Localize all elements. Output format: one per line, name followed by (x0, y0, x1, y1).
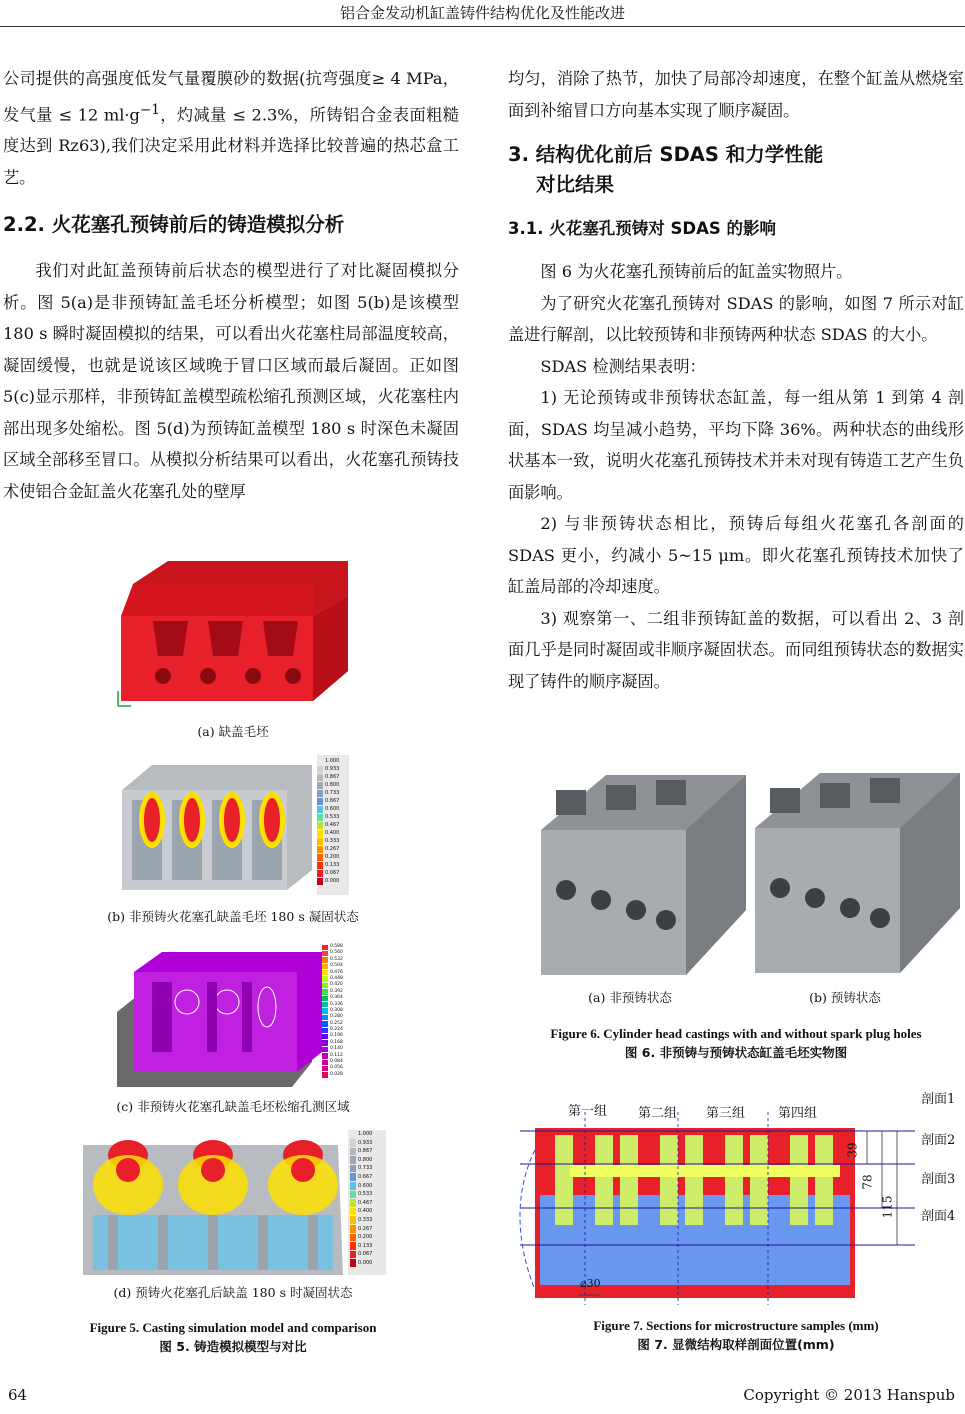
legend-value: 0.084 (330, 1059, 343, 1065)
fig7-dim-115: 115 (880, 1195, 895, 1219)
legend-swatch (322, 989, 328, 994)
fig7-group-3: 第三组 (706, 1106, 746, 1121)
legend-entry (317, 821, 349, 829)
legend-entry (350, 1130, 386, 1139)
legend-value: 0.067 (358, 1251, 373, 1258)
right-paragraph-2: 图 6 为火花塞孔预铸前后的缸盖实物照片。 (540, 262, 853, 281)
legend-swatch (322, 970, 328, 975)
legend-swatch (322, 951, 328, 956)
figure-5-caption-zh: 图 5. 铸造模拟模型与对比 (159, 1339, 307, 1354)
fig5b-legend (317, 757, 349, 885)
fig6b-caption: (b) 预铸状态 (809, 990, 881, 1005)
legend-swatch (317, 822, 323, 829)
fig5d-caption: (d) 预铸火花塞孔后缺盖 180 s 时凝固状态 (113, 1285, 353, 1300)
legend-value: 0.667 (325, 798, 340, 804)
legend-entry (350, 1147, 386, 1156)
fig7-section-2: 剖面2 (921, 1133, 956, 1148)
fig7-group-labels (510, 1100, 965, 1120)
legend-value: 0.056 (330, 1065, 343, 1071)
fig5a-image (113, 556, 353, 716)
legend-value: 0.000 (358, 1259, 373, 1266)
legend-value: 0.667 (358, 1173, 373, 1180)
legend-entry (350, 1173, 386, 1182)
left-paragraph-1: 公司提供的高强度低发气量覆膜砂的数据(抗弯强度≥ 4 MPa，发气量 ≤ 12 $ml\cdot g^{-1}$，灼减量 ≤ 2.3%，所铸铝合金表面粗糙度达到 Rz63),我们决定采用此材料并选择比较普遍的热芯盒工艺。 (3, 69, 459, 187)
legend-swatch (350, 1216, 356, 1224)
fig6a-caption: (a) 非预铸状态 (588, 990, 672, 1005)
legend-swatch (317, 774, 323, 781)
legend-swatch (317, 862, 323, 869)
legend-swatch (317, 854, 323, 861)
fig5a-caption: (a) 缺盖毛坯 (197, 724, 269, 739)
fig7-group-1: 第一组 (568, 1104, 608, 1119)
section-3-heading: 3. 结构优化前后 SDAS 和力学性能 (508, 143, 824, 166)
legend-value: 0.392 (330, 988, 343, 994)
fig7-section-labels (915, 1085, 965, 1265)
legend-value: 0.308 (330, 1007, 343, 1013)
legend-value: 0.267 (325, 846, 340, 852)
legend-entry (350, 1190, 386, 1199)
legend-entry (322, 1072, 352, 1078)
page-number: 64 (8, 1386, 28, 1404)
legend-swatch (317, 846, 323, 853)
legend-value: 0.448 (330, 975, 343, 981)
legend-swatch (350, 1173, 356, 1181)
legend-value: 0.067 (325, 870, 340, 876)
legend-value: 0.933 (358, 1139, 373, 1146)
legend-value: 0.533 (358, 1191, 373, 1198)
fig7-dim-78: 78 (860, 1174, 875, 1190)
fig6b-photo (750, 768, 965, 980)
legend-value: 0.333 (358, 1216, 373, 1223)
legend-swatch (350, 1259, 356, 1267)
legend-value: 0.280 (330, 1014, 343, 1020)
legend-swatch (322, 1034, 328, 1039)
legend-value: 0.333 (325, 838, 340, 844)
legend-entry (350, 1199, 386, 1208)
figure-5-caption-en: Figure 5. Casting simulation model and comparison (89, 1320, 377, 1335)
left-paragraph-2: 我们对此缸盖预铸前后状态的模型进行了对比凝固模拟分析。图 5(a)是非预铸缸盖毛坯分析模型；如图 5(b)是该模型 180 s 瞬时凝固模拟的结果，可以看出火花塞柱局部温度较高，凝固缓慢，也就是说该区域晚于冒口区域而最后凝固。正如图 5(c)显示那样，非预铸缸盖模型疏松缩孔预测区域，火花塞柱内部出现多处缩松。图 5(d)为预铸缸盖模型 180 s 时深色未凝固区域全部移至冒口。从模拟分析结果可以看出，火花塞孔预铸技术使铝合金缸盖火花塞孔处的壁厚 (3, 261, 459, 501)
legend-entry (350, 1250, 386, 1259)
legend-value: 0.476 (330, 969, 343, 975)
legend-swatch (317, 758, 323, 765)
legend-value: 1.000 (358, 1131, 373, 1137)
legend-entry (350, 1182, 386, 1191)
legend-swatch (350, 1156, 356, 1164)
right-paragraph-3: 为了研究火花塞孔预铸对 SDAS 的影响，如图 7 所示对缸盖进行解剖，以比较预铸和非预铸两种状态 SDAS 的大小。 (508, 293, 964, 344)
legend-value: 0.267 (358, 1225, 373, 1232)
left-column (3, 63, 459, 507)
legend-swatch (317, 870, 323, 877)
section-2-2-heading: 2.2. 火花塞孔预铸前后的铸造模拟分析 (3, 213, 345, 237)
legend-swatch (350, 1225, 356, 1233)
legend-swatch (350, 1199, 356, 1207)
legend-swatch (322, 1072, 328, 1077)
legend-entry (350, 1156, 386, 1165)
legend-entry (350, 1216, 386, 1225)
legend-entry (317, 789, 349, 797)
legend-swatch (322, 1002, 328, 1007)
legend-value: 0.200 (358, 1234, 373, 1241)
fig5d-legend (350, 1130, 386, 1268)
legend-entry (317, 805, 349, 813)
legend-value: 1.000 (325, 758, 340, 764)
legend-swatch (322, 1028, 328, 1033)
legend-value: 0.800 (325, 782, 340, 788)
legend-value: 0.733 (325, 790, 340, 796)
legend-value: 0.364 (330, 995, 343, 1001)
section-3-heading-cont: 对比结果 (536, 173, 615, 196)
legend-swatch (350, 1234, 356, 1242)
legend-swatch (322, 1040, 328, 1045)
legend-swatch (322, 964, 328, 969)
fig7-diameter-label: ⌀30 (580, 1277, 601, 1290)
legend-value: 0.867 (358, 1148, 373, 1155)
section-3-1-heading: 3.1. 火花塞孔预铸对 SDAS 的影响 (508, 219, 776, 238)
legend-swatch (322, 1015, 328, 1020)
legend-swatch (322, 983, 328, 988)
legend-entry (317, 877, 349, 885)
legend-swatch (317, 782, 323, 789)
legend-swatch (350, 1165, 356, 1173)
legend-entry (317, 765, 349, 773)
fig7-dim-39: 39 (845, 1142, 860, 1158)
legend-entry (317, 773, 349, 781)
legend-swatch (317, 814, 323, 821)
legend-value: 0.733 (358, 1165, 373, 1172)
legend-entry (350, 1164, 386, 1173)
legend-swatch (322, 1021, 328, 1026)
figure-6-caption-zh: 图 6. 非预铸与预铸状态缸盖毛坯实物图 (624, 1045, 848, 1060)
fig5b-caption: (b) 非预铸火花塞孔缺盖毛坯 180 s 凝固状态 (107, 909, 359, 924)
legend-swatch (317, 806, 323, 813)
legend-swatch (317, 790, 323, 797)
fig5c-image (112, 942, 352, 1092)
legend-value: 0.200 (325, 854, 340, 860)
legend-value: 0.400 (325, 830, 340, 836)
legend-value: 0.600 (358, 1182, 373, 1189)
legend-value: 0.112 (330, 1052, 343, 1058)
legend-swatch (350, 1251, 356, 1259)
legend-entry (317, 845, 349, 853)
legend-entry (317, 757, 349, 765)
legend-value: 0.168 (330, 1039, 343, 1045)
right-paragraph-4: SDAS 检测结果表明： (540, 356, 706, 376)
legend-value: 0.133 (358, 1242, 373, 1249)
legend-swatch (350, 1191, 356, 1199)
legend-swatch (317, 766, 323, 773)
legend-entry (317, 861, 349, 869)
legend-swatch (317, 798, 323, 805)
legend-swatch (350, 1208, 356, 1216)
legend-swatch (322, 945, 328, 950)
figure-7-caption-zh: 图 7. 显微结构取样剖面位置(mm) (637, 1337, 835, 1352)
legend-swatch (322, 1060, 328, 1065)
legend-value: 0.560 (330, 950, 343, 956)
running-header: 铝合金发动机缸盖铸件结构优化及性能改进 (339, 4, 625, 22)
legend-value: 0.196 (330, 1033, 343, 1039)
legend-value: 0.532 (330, 956, 343, 962)
legend-swatch (350, 1148, 356, 1156)
fig7-section-3: 剖面3 (921, 1172, 956, 1187)
legend-entry (317, 781, 349, 789)
legend-swatch (317, 830, 323, 837)
right-paragraph-6: 2) 与非预铸状态相比，预铸后每组火花塞孔各剖面的 SDAS 更小，约减小 5~15 μm。即火花塞孔预铸技术加快了缸盖局部的冷却速度。 (508, 514, 964, 596)
legend-value: 0.533 (325, 814, 340, 820)
legend-value: 0.800 (358, 1156, 373, 1163)
legend-entry (317, 829, 349, 837)
legend-swatch (322, 1053, 328, 1058)
fig5b-image (112, 750, 352, 900)
legend-swatch (322, 1066, 328, 1071)
legend-swatch (350, 1131, 356, 1139)
legend-swatch (322, 957, 328, 962)
fig7-section-diagram (510, 1090, 965, 1310)
legend-value: 0.467 (358, 1199, 373, 1206)
right-paragraph-7: 3) 观察第一、二组非预铸缸盖的数据，可以看出 2、3 剖面几乎是同时凝固或非顺序凝固状态。而同组预铸状态的数据实现了铸件的顺序凝固。 (508, 608, 964, 691)
legend-value: 0.588 (330, 944, 343, 949)
legend-entry (350, 1233, 386, 1242)
legend-value: 0.224 (330, 1027, 343, 1033)
legend-value: 0.420 (330, 982, 343, 988)
legend-entry (350, 1225, 386, 1234)
legend-value: 0.600 (325, 806, 340, 812)
right-column (508, 63, 964, 697)
legend-entry (317, 853, 349, 861)
right-paragraph-1: 均匀，消除了热节，加快了局部冷却速度，在整个缸盖从燃烧室面到补缩冒口方向基本实现了顺序凝固。 (508, 69, 964, 120)
legend-value: 0.867 (325, 774, 340, 780)
legend-value: 0.933 (325, 766, 340, 772)
figure-6-caption-en: Figure 6. Cylinder head castings with and without spark plug holes (550, 1026, 922, 1041)
fig5c-legend (322, 944, 352, 1078)
legend-value: 0.400 (358, 1208, 373, 1215)
legend-swatch (317, 878, 323, 885)
fig5d-image (78, 1125, 388, 1280)
legend-value: 0.028 (330, 1071, 343, 1077)
legend-value: 0.133 (325, 862, 340, 868)
legend-value: 0.336 (330, 1001, 343, 1007)
right-paragraph-5: 1) 无论预铸或非预铸状态缸盖，每一组从第 1 到第 4 剖面，SDAS 均呈减小趋势，平均下降 36%。两种状态的曲线形状基本一致，说明火花塞孔预铸技术并未对现有铸造工艺产生负面影响。 (508, 388, 964, 502)
copyright-notice: Copyright © 2013 Hanspub (743, 1386, 955, 1404)
fig7-section-4: 剖面4 (921, 1209, 956, 1224)
legend-swatch (350, 1139, 356, 1147)
legend-entry (350, 1242, 386, 1251)
fig5c-caption: (c) 非预铸火花塞孔缺盖毛坯松缩孔测区域 (116, 1099, 350, 1114)
fig7-group-2: 第二组 (638, 1106, 678, 1121)
header-rule (0, 26, 965, 27)
legend-swatch (322, 1008, 328, 1013)
legend-entry (350, 1139, 386, 1148)
fig7-section-1: 剖面1 (921, 1092, 956, 1107)
legend-value: 0.504 (330, 963, 343, 969)
legend-entry (317, 869, 349, 877)
legend-entry (350, 1207, 386, 1216)
legend-swatch (322, 976, 328, 981)
legend-swatch (322, 996, 328, 1001)
figure-7-caption-en: Figure 7. Sections for microstructure samples (mm) (593, 1318, 879, 1333)
legend-value: 0.140 (330, 1046, 343, 1052)
fig7-group-4: 第四组 (778, 1106, 818, 1121)
legend-swatch (350, 1242, 356, 1250)
legend-entry (350, 1259, 386, 1268)
legend-swatch (350, 1182, 356, 1190)
legend-entry (317, 837, 349, 845)
legend-value: 0.252 (330, 1020, 343, 1026)
legend-entry (317, 813, 349, 821)
legend-value: 0.000 (325, 878, 340, 884)
legend-swatch (322, 1047, 328, 1052)
legend-entry (317, 797, 349, 805)
legend-value: 0.467 (325, 822, 340, 828)
legend-swatch (317, 838, 323, 845)
fig6a-photo (536, 770, 751, 980)
